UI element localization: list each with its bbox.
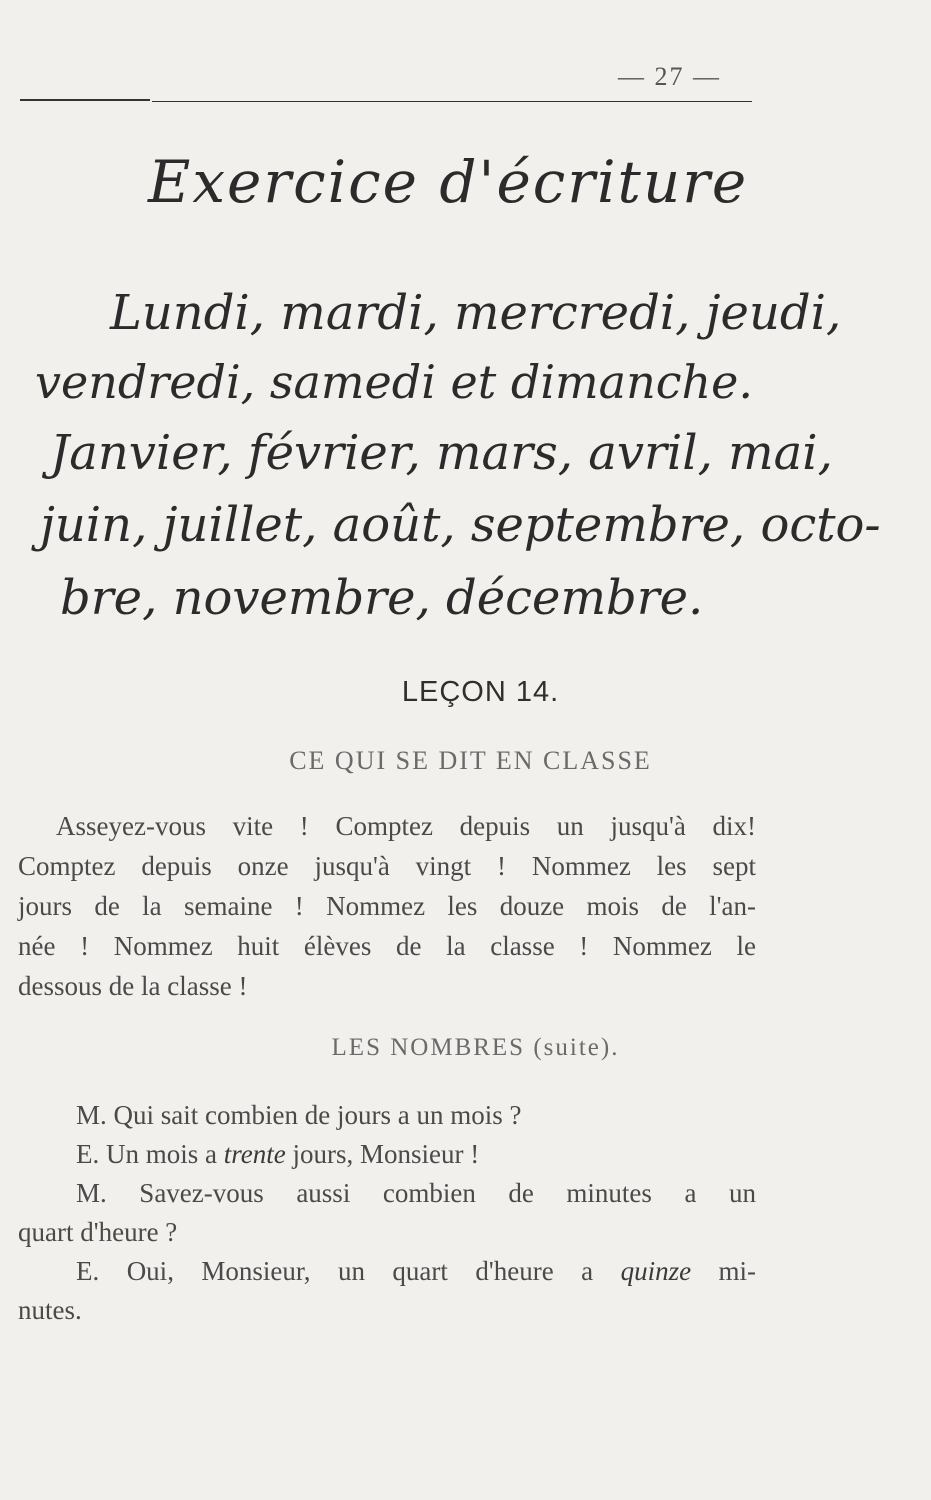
dialog-text: E. Oui, Monsieur, un quart d'heure a bbox=[76, 1256, 621, 1286]
script-line-months-2: juin, juillet, août, septembre, octo- bbox=[40, 497, 881, 553]
header-rule-left bbox=[20, 99, 150, 101]
script-line-months-3: bre, novembre, décembre. bbox=[60, 570, 704, 626]
page-number: — 27 — bbox=[618, 62, 721, 91]
dialog-text: E. Un mois a bbox=[76, 1139, 224, 1169]
dialog-line-pupil bbox=[18, 1252, 756, 1291]
section-heading-numbers: LES NOMBRES (suite). bbox=[331, 1034, 620, 1061]
dialog-line-pupil bbox=[18, 1135, 756, 1174]
emphasis-word: trente bbox=[223, 1139, 286, 1169]
paragraph-line: née ! Nommez huit élèves de la classe ! Nommez le bbox=[18, 931, 756, 961]
section-heading-classroom: CE QUI SE DIT EN CLASSE bbox=[289, 746, 652, 775]
dialog-line-continued: nutes. bbox=[18, 1295, 82, 1325]
script-line-days-1: Lundi, mardi, mercredi, jeudi, bbox=[110, 285, 842, 341]
paragraph-line: Comptez depuis onze jusqu'à vingt ! Nommez les sept bbox=[18, 851, 756, 881]
header-rule-right bbox=[152, 101, 752, 102]
exercise-title: Exercice d'écriture bbox=[148, 148, 749, 216]
script-line-days-2: vendredi, samedi et dimanche. bbox=[35, 355, 753, 409]
dialog-text: mi- bbox=[691, 1256, 757, 1286]
classroom-paragraph bbox=[18, 806, 756, 1006]
dialog-text: jours, Monsieur ! bbox=[285, 1139, 480, 1169]
dialog-block bbox=[18, 1096, 756, 1330]
dialog-line-master: M. Qui sait combien de jours a un mois ? bbox=[76, 1100, 522, 1130]
paragraph-line: jours de la semaine ! Nommez les douze mois de l'an- bbox=[18, 891, 756, 921]
script-line-months-1: Janvier, février, mars, avril, mai, bbox=[50, 425, 833, 481]
emphasis-word: quinze bbox=[620, 1256, 692, 1286]
dialog-line-continued: quart d'heure ? bbox=[18, 1217, 178, 1247]
dialog-line-master: M. Savez-vous aussi combien de minutes a un bbox=[76, 1178, 756, 1208]
paragraph-line: dessous de la classe ! bbox=[18, 971, 248, 1001]
lesson-heading: LEÇON 14. bbox=[401, 676, 560, 708]
paragraph-line: Asseyez-vous vite ! Comptez depuis un jusqu'à dix! bbox=[56, 811, 756, 841]
